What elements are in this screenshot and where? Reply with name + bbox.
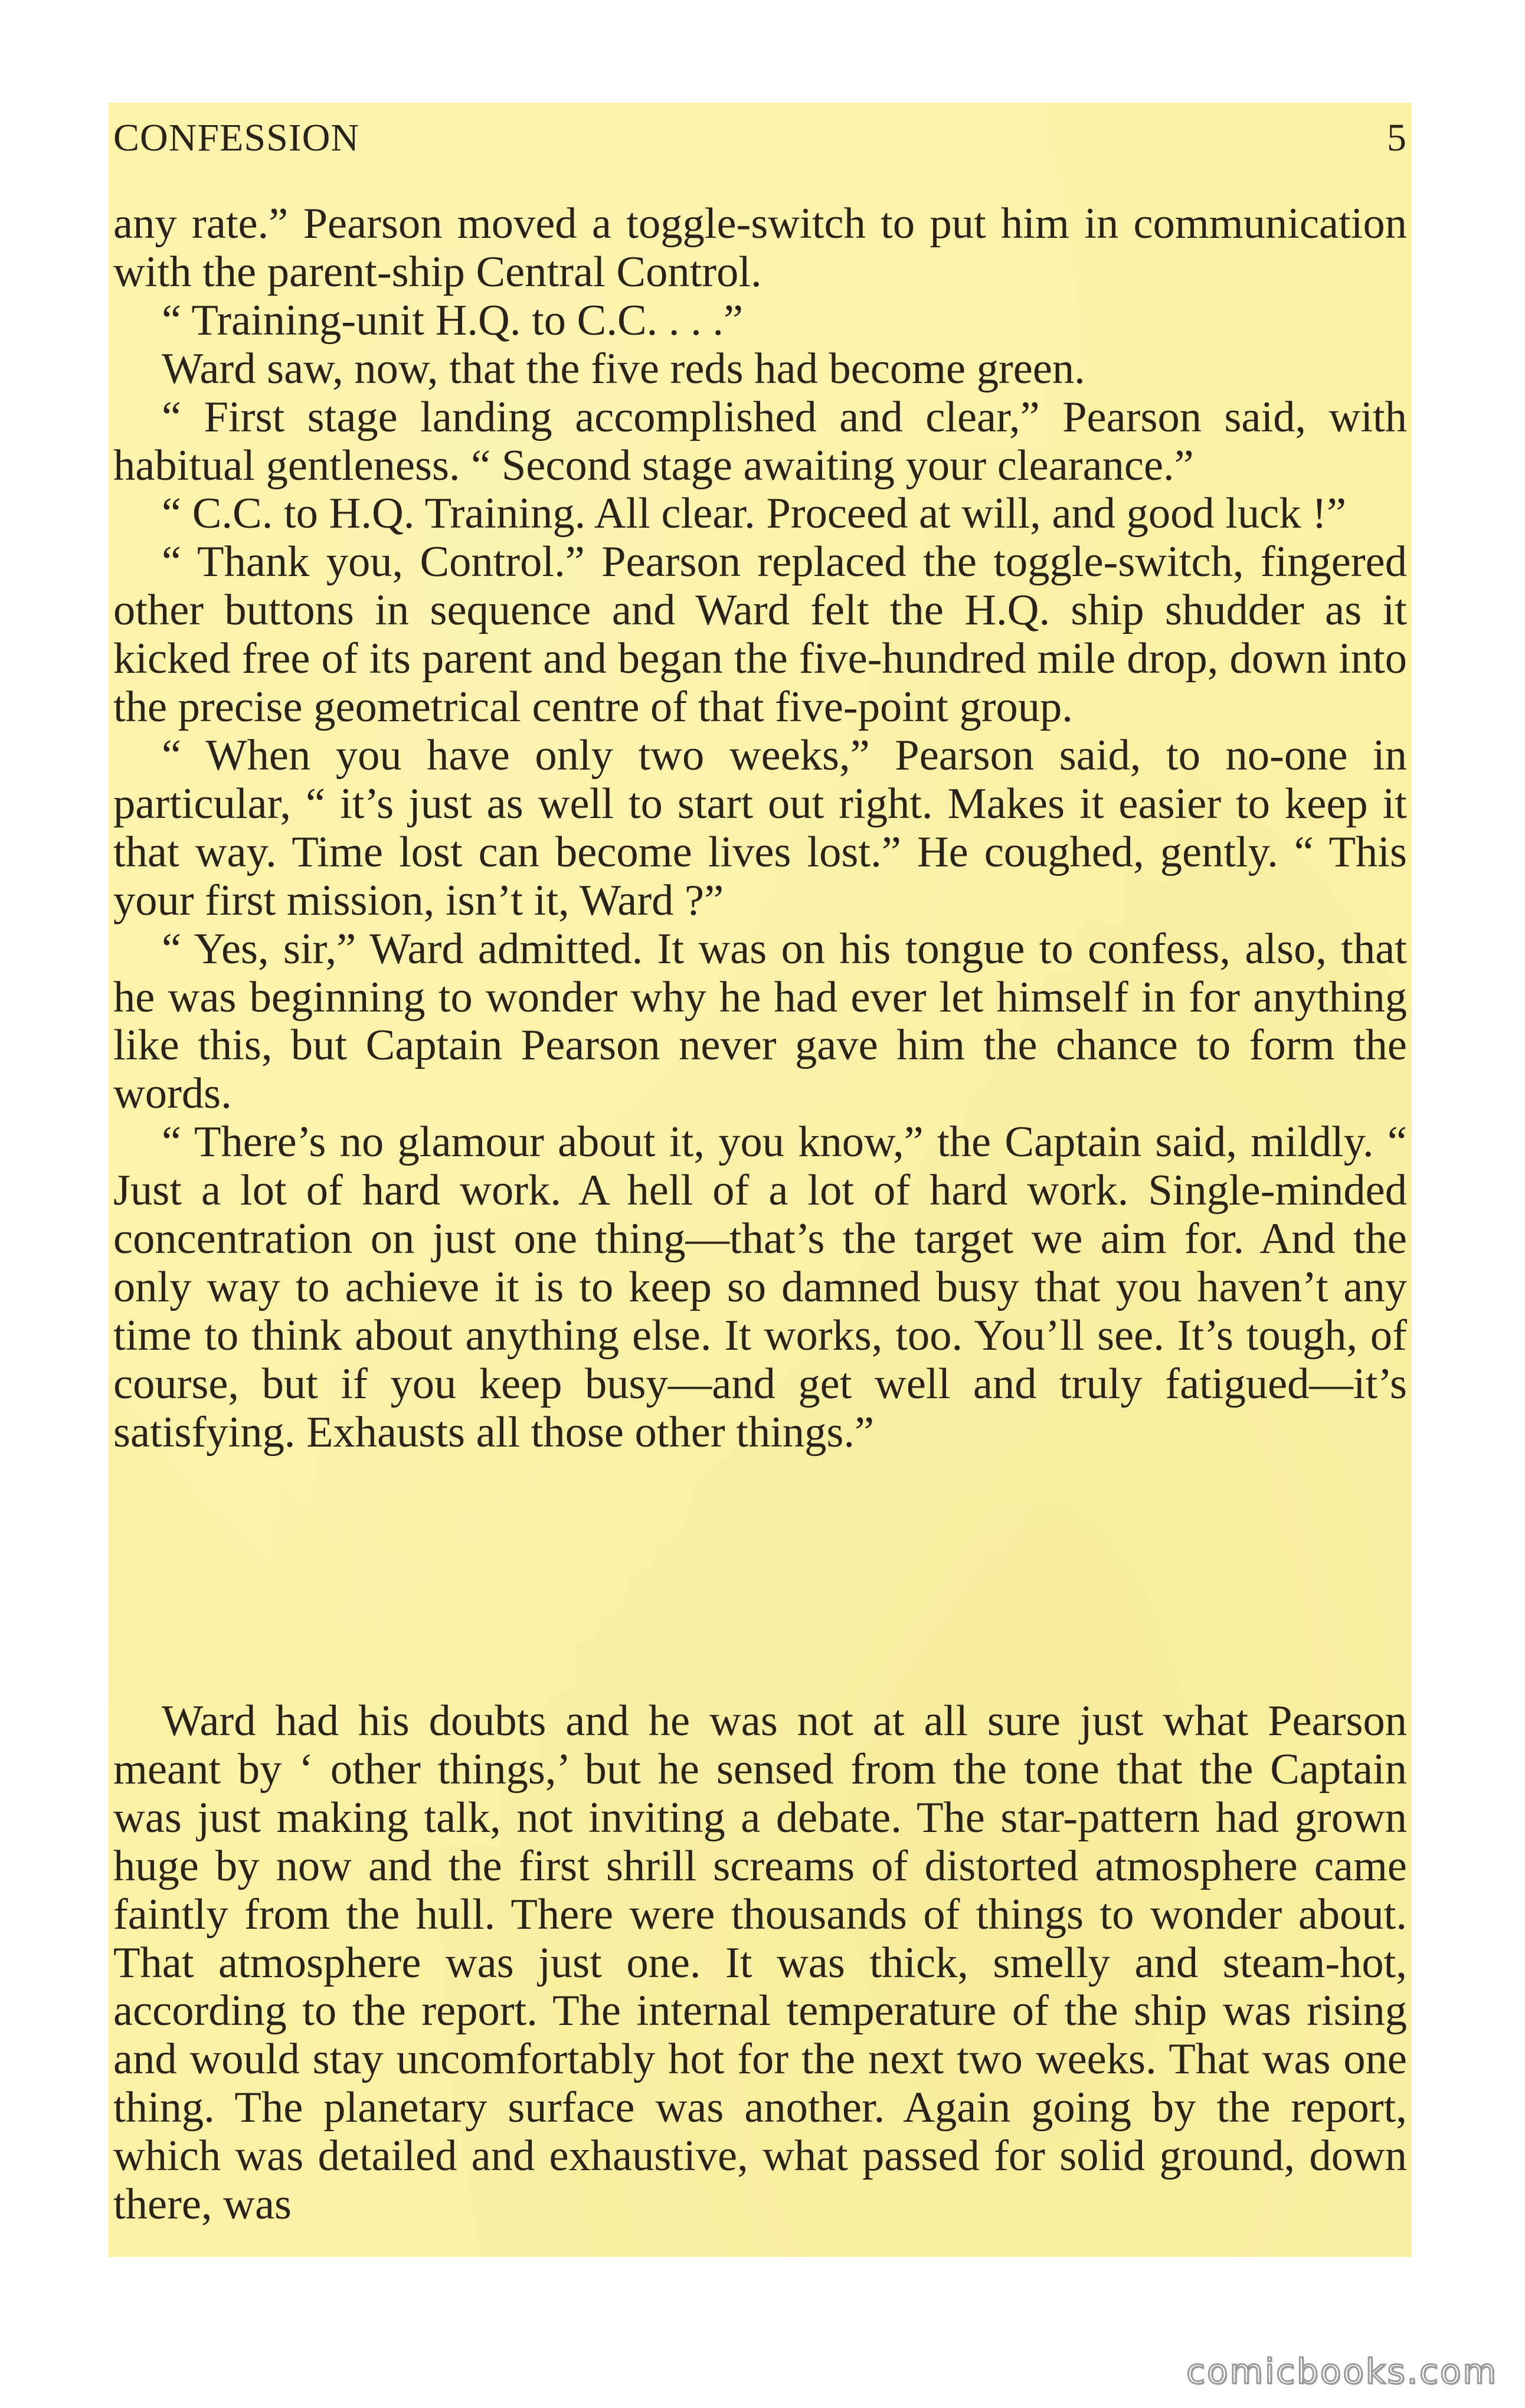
- paragraph: Ward had his doubts and he was not at all sure just what Pearson meant by ‘ other things,’ but he sensed from the tone that the Captain was just making talk, not inviting a debate. The star-pattern had grown huge by now and the first shrill screams of distorted atmosphere came faintly from the hull. There were thousands of things to wonder about. That atmosphere was just one. It was thick, smelly and steam-hot, according to the report. The internal temperature of the ship was rising and would stay uncomfortably hot for the next two weeks. That was one thing. The planetary surface was another. Again going by the report, which was detailed and exhaustive, what passed for solid ground, down there, was: [113, 1697, 1407, 2229]
- paragraph: “ C.C. to H.Q. Training. All clear. Proceed at will, and good luck !”: [162, 489, 1347, 538]
- watermark: comicbooks.com: [1186, 2351, 1498, 2391]
- paragraph: “ There’s no glamour about it, you know,” the Captain said, mildly. “ Just a lot of hard work. A hell of a lot of hard work. Single-minded concentration on just one thing—that’s the target we aim for. And the only way to achieve it is to keep so damned busy that you haven’t any time to think about anything else. It works, too. You’ll see. It’s tough, of course, but if you keep busy—and get well and truly fatigued—it’s satisfying. Exhausts all those other things.”: [113, 1118, 1407, 1457]
- paragraph: Ward saw, now, that the five reds had become green.: [162, 344, 1085, 393]
- text-block-1: [113, 200, 1407, 1457]
- running-title: CONFESSION: [113, 116, 360, 159]
- paragraph: “ Thank you, Control.” Pearson replaced the toggle-switch, fingered other buttons in sequence and Ward felt the H.Q. ship shudder as it kicked free of its parent and began the five-hundred mile drop, down into the precise geometrical centre of that five-point group.: [113, 538, 1407, 732]
- running-head: [113, 116, 1407, 157]
- book-page: [109, 103, 1412, 2257]
- paragraph: “ First stage landing accomplished and clear,” Pearson said, with habitual gentleness. “ Second stage awaiting your clearance.”: [113, 392, 1407, 490]
- paragraph: “ When you have only two weeks,” Pearson said, to no-one in particular, “ it’s just as well to start out right. Makes it easier to keep it that way. Time lost can become lives lost.” He coughed, gently. “ This your first mission, isn’t it, Ward ?”: [113, 731, 1407, 925]
- text-block-2: [113, 1697, 1407, 2229]
- paragraph: any rate.” Pearson moved a toggle-switch to put him in communication with the parent-ship Central Control.: [113, 199, 1407, 296]
- paragraph: “ Training-unit H.Q. to C.C. . . .”: [162, 296, 744, 345]
- page-number: 5: [1387, 116, 1407, 159]
- paragraph: “ Yes, sir,” Ward admitted. It was on his tongue to confess, also, that he was beginning to wonder why he had ever let himself in for anything like this, but Captain Pearson never gave him the chance to form the words.: [113, 924, 1407, 1118]
